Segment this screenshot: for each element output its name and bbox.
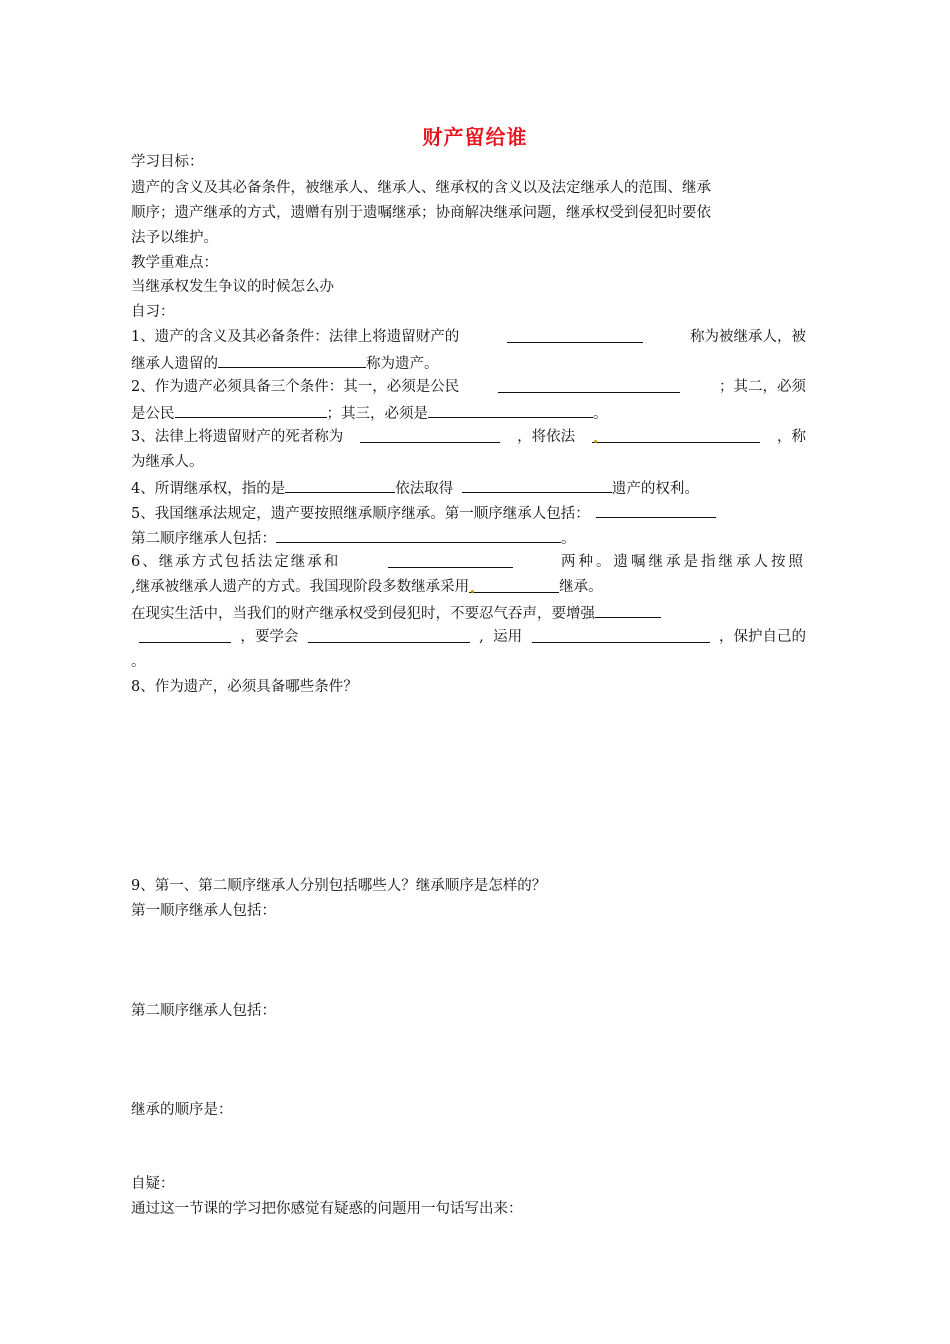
question-7-line-1 [131, 602, 661, 624]
q7-text-a: 在现实生活中，当我们的财产继承权受到侵犯时，不要忍气吞声，要增强 [131, 606, 595, 622]
q4-text-c: 遗产的权利。 [611, 481, 699, 497]
q2-text-a: 2、作为遗产必须具备三个条件：其一，必须是公民 [131, 379, 460, 395]
q1-text-b: 称为被继承人，被 [689, 329, 806, 345]
second-order-heirs-label: 第二顺序继承人包括： [131, 1003, 276, 1019]
q7-text-c: , [479, 629, 484, 645]
first-order-heirs-label: 第一顺序继承人包括： [131, 903, 276, 919]
q3-text-c: ，称 [776, 429, 806, 445]
question-3-line-1 [131, 427, 806, 447]
q6-text-b: 两种。遗嘱继承是指继承人按照 [560, 554, 806, 570]
ink-speck [594, 440, 597, 443]
q6-blank-1[interactable] [388, 552, 513, 568]
q1-text-d: 称为遗产。 [366, 356, 439, 372]
q4-blank-1[interactable] [285, 477, 395, 493]
goals-line-3: 法予以维护。 [131, 230, 218, 246]
q2-blank-2[interactable] [175, 402, 327, 418]
q2-text-c: 是公民 [131, 406, 175, 422]
question-1-line-2 [131, 352, 439, 374]
q1-text-c: 继承人遗留的 [131, 356, 218, 372]
q7-blank-3[interactable] [308, 627, 470, 643]
q5-text-a: 5、我国继承法规定，遗产要按照继承顺序继承。第一顺序继承人包括： [131, 506, 590, 522]
q1-text-a: 1、遗产的含义及其必备条件：法律上将遗留财产的 [131, 329, 460, 345]
q3-text-a: 3、法律上将遗留财产的死者称为 [131, 429, 344, 445]
self-doubt-text: 通过这一节课的学习把你感觉有疑惑的问题用一句话写出来： [131, 1201, 523, 1217]
q7-blank-4[interactable] [532, 627, 710, 643]
question-9: 9、第一、第二顺序继承人分别包括哪些人？继承顺序是怎样的？ [131, 878, 547, 894]
q7-blank-2[interactable] [139, 627, 231, 643]
q1-blank-2[interactable] [218, 352, 366, 368]
q7-blank-1[interactable] [595, 602, 661, 618]
question-6-line-2 [131, 577, 603, 597]
q3-text-b: ，将依法 [517, 429, 576, 445]
q6-text-a: 6、继承方式包括法定继承和 [131, 554, 341, 570]
q2-text-e: 。 [593, 406, 608, 422]
keypoints-heading: 教学重难点： [131, 255, 218, 271]
page-title: 财产留给谁 [422, 125, 528, 149]
q2-text-d: ；其三，必须是 [326, 406, 428, 422]
q6-blank-2[interactable] [469, 577, 559, 593]
self-study-heading: 自习： [131, 304, 175, 320]
q4-text-a: 4、所谓继承权，指的是 [131, 481, 286, 497]
question-7-line-3: 。 [131, 654, 146, 670]
q5-blank-1[interactable] [596, 502, 716, 518]
q4-text-b: 依法取得 [395, 481, 454, 497]
q7-text-b: ，要学会 [240, 629, 299, 645]
question-2-line-2 [131, 402, 608, 424]
question-2-line-1 [131, 377, 806, 397]
question-4-line [131, 477, 699, 499]
question-1-line-1 [131, 327, 806, 347]
q4-blank-2[interactable] [462, 477, 612, 493]
q2-blank-3[interactable] [428, 402, 593, 418]
self-doubt-heading: 自疑： [131, 1176, 175, 1192]
q7-text-e: ，保护自己的 [718, 629, 806, 645]
keypoints-text: 当继承权发生争议的时候怎么办 [131, 279, 334, 295]
inheritance-order-label: 继承的顺序是： [131, 1102, 233, 1118]
ink-speck [471, 590, 474, 593]
goals-line-2: 顺序；遗产继承的方式，遗赠有别于遗嘱继承；协商解决继承问题，继承权受到侵犯时要依 [131, 205, 711, 221]
goals-line-1: 遗产的含义及其必备条件，被继承人、继承人、继承权的含义以及法定继承人的范围、继承 [131, 180, 711, 196]
goals-heading: 学习目标： [131, 154, 204, 170]
q5-text-b: 第二顺序继承人包括： [131, 531, 276, 547]
q1-blank-1[interactable] [507, 327, 643, 343]
q3-blank-1[interactable] [360, 427, 500, 443]
q2-blank-1[interactable] [498, 377, 680, 393]
question-5-line-2 [131, 527, 576, 549]
question-8: 8、作为遗产，必须具备哪些条件？ [131, 679, 358, 695]
question-6-line-1 [131, 552, 806, 572]
q6-text-c: ,继承被继承人遗产的方式。我国现阶段多数继承采用 [131, 579, 470, 595]
question-5-line-1 [131, 502, 716, 524]
q7-text-d: 运用 [493, 629, 523, 645]
q2-text-b: ；其二，必须 [718, 379, 806, 395]
q5-text-c: 。 [561, 531, 576, 547]
question-3-line-2: 为继承人。 [131, 454, 204, 470]
q6-text-d: 继承。 [559, 579, 603, 595]
q5-blank-2[interactable] [276, 527, 561, 543]
question-7-line-2 [131, 627, 806, 647]
q3-blank-2[interactable] [592, 427, 760, 443]
